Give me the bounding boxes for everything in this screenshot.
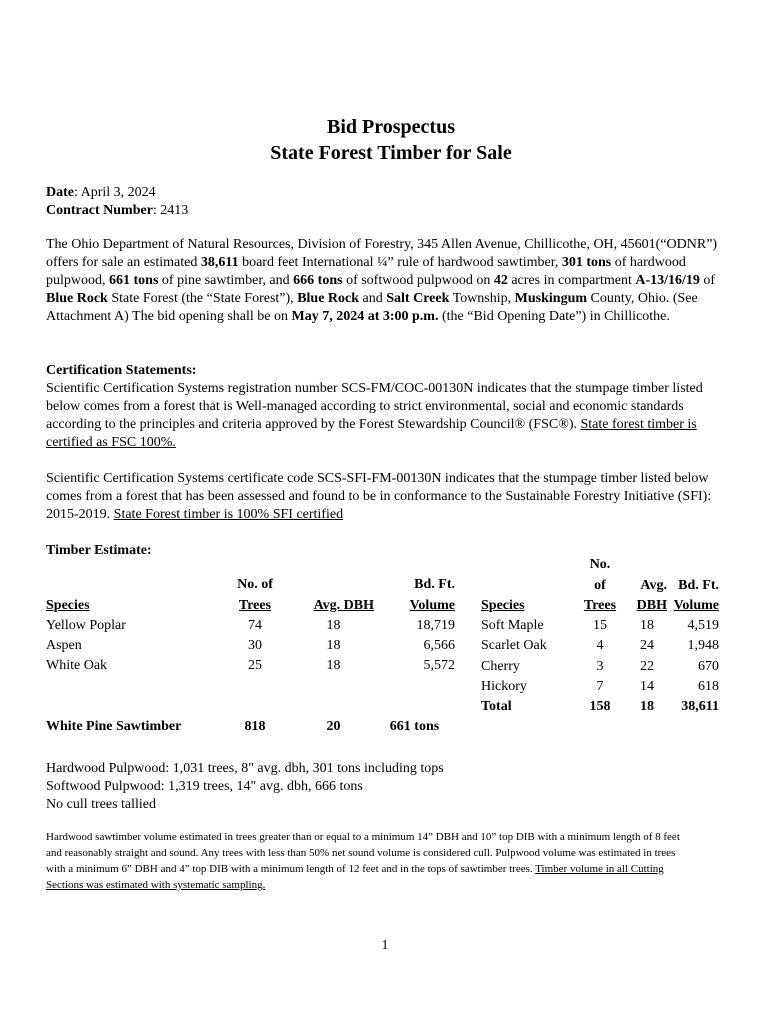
intro-bold: May 7, 2024 at 3:00 p.m.	[291, 309, 439, 324]
pulpwood-section	[46, 760, 444, 814]
softwood-pulpwood: Softwood Pulpwood: 1,319 trees, 14" avg. dbh, 666 tons	[46, 779, 363, 794]
volume-cell: 18,719	[416, 617, 455, 633]
trees-cell: 3	[596, 658, 604, 674]
trees-cell: 7	[596, 679, 604, 695]
col-dbh-header-1: Avg.	[640, 577, 667, 593]
page-number: 1	[381, 938, 389, 953]
intro-text: The Ohio Department of Natural Resources, Division of Forestry, 345 Allen Avenue, Chillicothe, OH, 45601(“ODNR”) offers for sale an estimated	[46, 237, 718, 270]
trees-cell: 30	[248, 638, 262, 654]
table-header-row	[46, 595, 455, 615]
dbh-cell: 22	[640, 658, 654, 674]
col-trees-header-2: of	[594, 577, 606, 593]
date-label: Date	[46, 185, 74, 200]
table-row	[46, 656, 455, 676]
table-row	[46, 676, 455, 696]
table-header-row	[46, 575, 455, 595]
contract-label: Contract Number	[46, 203, 153, 218]
contract-line	[46, 202, 188, 219]
total-volume: 38,611	[681, 699, 719, 715]
dbh-cell: 18	[326, 617, 341, 633]
document-subtitle: State Forest Timber for Sale	[270, 142, 512, 164]
intro-paragraph	[46, 236, 736, 326]
dbh-cell: 18	[326, 658, 341, 674]
timber-table-right	[481, 555, 719, 717]
species-cell: Soft Maple	[481, 618, 544, 634]
volume-cell: 670	[698, 658, 719, 674]
intro-text: of hardwood pulpwood,	[46, 255, 686, 288]
intro-text: of pine sawtimber, and	[158, 273, 294, 288]
cull-note: No cull trees tallied	[46, 797, 157, 812]
trees-cell: 15	[593, 618, 607, 634]
volume-cell: 4,519	[687, 618, 719, 634]
col-volume-header-1: Bd. Ft.	[678, 577, 719, 593]
date-line	[46, 184, 156, 201]
fsc-certified-note: State forest timber is certified as FSC 100%.	[46, 417, 697, 450]
footnote-underlined: Timber volume in all Cutting Sections was estimated with systematic sampling.	[46, 863, 664, 891]
sfi-statement	[46, 470, 736, 524]
sfi-text: Scientific Certification Systems certificate code SCS-SFI-FM-00130N indicates that the stumpage timber listed below comes from a forest that has been assessed and found to be in conformance to the Sustainable Forestry Initiative (SFI): 2015-2019.	[46, 471, 712, 522]
pine-volume: 661 tons	[389, 719, 440, 735]
pine-trees: 818	[244, 719, 266, 735]
intro-bold: Blue Rock	[297, 291, 360, 306]
species-cell: Hickory	[481, 679, 527, 695]
volume-cell: 6,566	[423, 638, 455, 654]
table-row	[46, 636, 455, 656]
col-dbh-header: Avg. DBH	[313, 597, 374, 613]
intro-bold: Blue Rock	[46, 291, 108, 306]
intro-text: of softwood pulpwood on	[342, 273, 494, 288]
total-label: Total	[481, 699, 512, 715]
species-cell: Scarlet Oak	[481, 638, 547, 654]
table-row	[46, 697, 455, 717]
intro-bold: 666 tons	[293, 273, 343, 288]
intro-bold: 42	[493, 273, 508, 288]
dbh-cell: 14	[640, 679, 654, 695]
col-species-header: Species	[46, 597, 90, 613]
fsc-text: Scientific Certification Systems registration number SCS-FM/COC-00130N indicates that the stumpage timber listed below comes from a forest that is Well-managed according to strict environmental, social and economic standards according to the principles and criteria approved by the Forest Stewardship Council® (FSC®).	[46, 381, 703, 432]
timber-estimate-heading: Timber Estimate:	[46, 543, 152, 558]
col-volume-header-1: Bd. Ft.	[414, 577, 455, 593]
trees-cell: 4	[596, 638, 604, 654]
intro-text: County, Ohio. (See Attachment A) The bid opening shall be on	[46, 291, 698, 324]
intro-text: of	[699, 273, 716, 288]
pine-row	[46, 717, 455, 737]
col-trees-header-3: Trees	[583, 597, 617, 613]
intro-text: (the “Bid Opening Date”) in Chillicothe.	[438, 309, 670, 324]
certification-heading: Certification Statements:	[46, 363, 197, 378]
document-title: Bid Prospectus	[327, 116, 455, 138]
intro-text: acres in compartment	[507, 273, 636, 288]
pine-label: White Pine Sawtimber	[46, 719, 182, 735]
table-header-row	[481, 596, 719, 616]
intro-text: board feet International ¼” rule of hardwood sawtimber,	[238, 255, 562, 270]
total-trees: 158	[589, 699, 611, 715]
volume-cell: 5,572	[423, 658, 455, 674]
species-cell: Aspen	[46, 638, 82, 654]
col-volume-header-2: Volume	[409, 597, 455, 613]
col-species-header: Species	[481, 597, 525, 613]
col-trees-header-1: No. of	[237, 577, 273, 593]
trees-cell: 25	[248, 658, 262, 674]
dbh-cell: 18	[326, 638, 341, 654]
sfi-certified-note: State Forest timber is 100% SFI certified	[113, 507, 344, 522]
species-cell: Cherry	[481, 658, 520, 674]
pine-dbh: 20	[326, 719, 341, 735]
fsc-statement	[46, 380, 736, 452]
footnote	[46, 829, 696, 893]
contract-value: : 2413	[152, 203, 189, 218]
table-row	[481, 656, 719, 676]
col-volume-header-2: Volume	[673, 597, 719, 613]
date-value: : April 3, 2024	[74, 185, 156, 200]
intro-text: and	[359, 291, 387, 306]
intro-bold: 661 tons	[109, 273, 159, 288]
intro-bold: 301 tons	[561, 255, 612, 270]
table-row	[46, 616, 455, 636]
hardwood-pulpwood: Hardwood Pulpwood: 1,031 trees, 8" avg. dbh, 301 tons including tops	[46, 761, 444, 776]
intro-bold: 38,611	[200, 255, 239, 270]
volume-cell: 1,948	[687, 638, 719, 654]
table-header-row	[481, 555, 719, 575]
total-dbh: 18	[640, 699, 654, 715]
volume-cell: 618	[698, 679, 719, 695]
intro-text: State Forest (the “State Forest”),	[107, 291, 298, 306]
trees-cell: 74	[248, 617, 262, 633]
table-row	[481, 616, 719, 636]
dbh-cell: 18	[640, 618, 654, 634]
footnote-text: Hardwood sawtimber volume estimated in trees greater than or equal to a minimum 14” DBH and 10” top DIB with a minimum length of 8 feet and reasonably straight and sound. Any trees with less than 50% net sound volume is considered cull. Pulpwood volume was estimated in trees with a minimum 6” DBH and 4” top DIB with a minimum length of 12 feet and in the tops of sawtimber trees.	[46, 831, 680, 875]
table-row	[481, 636, 719, 656]
dbh-cell: 24	[640, 638, 654, 654]
intro-bold: Salt Creek	[386, 291, 450, 306]
certification-section	[46, 362, 736, 452]
col-trees-header-1: No.	[589, 557, 611, 573]
col-trees-header-2: Trees	[238, 597, 272, 613]
intro-bold: A-13/16/19	[635, 273, 700, 288]
col-dbh-header-2: DBH	[636, 597, 667, 613]
intro-bold: Muskingum	[514, 291, 588, 306]
intro-text: Township,	[449, 291, 515, 306]
total-row	[481, 697, 719, 717]
table-header-row	[481, 575, 719, 595]
species-cell: Yellow Poplar	[46, 617, 126, 633]
timber-table-left	[46, 575, 455, 737]
table-row	[481, 677, 719, 697]
species-cell: White Oak	[46, 658, 108, 674]
